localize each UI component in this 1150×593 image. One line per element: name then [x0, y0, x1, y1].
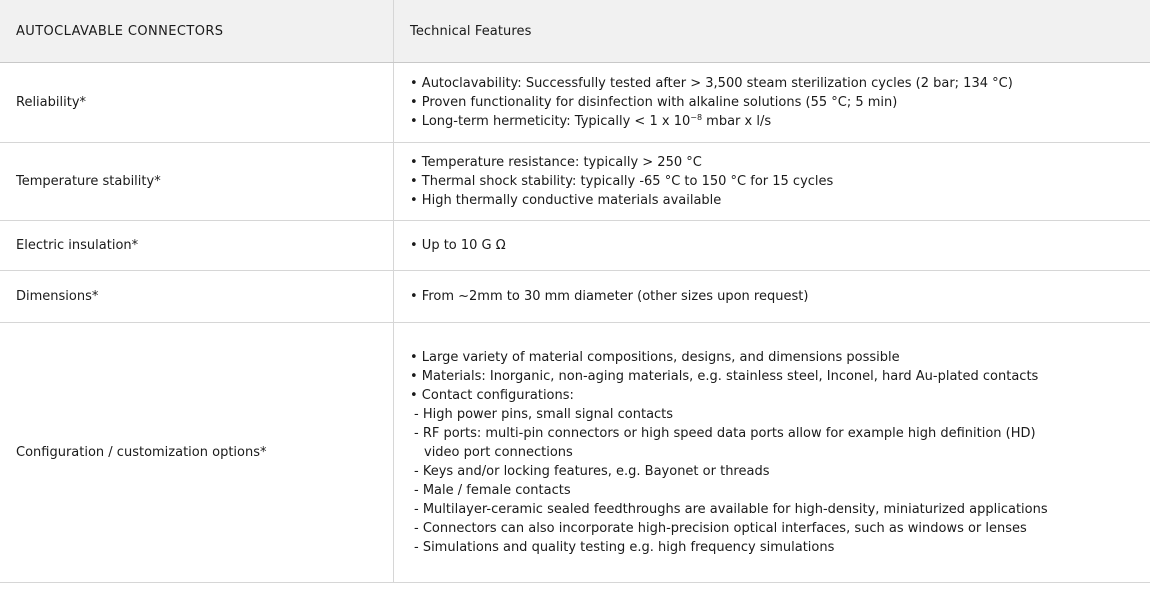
row-label: Electric insulation* — [0, 221, 394, 270]
feature-subline: - High power pins, small signal contacts — [414, 407, 674, 422]
feature-line: • Thermal shock stability: typically -65 °C to 150 °C for 15 cycles — [410, 174, 834, 189]
table-row-configuration — [0, 323, 1150, 583]
feature-subline: - Connectors can also incorporate high-precision optical interfaces, such as windows or lenses — [414, 521, 1027, 536]
table-row-dimensions — [0, 271, 1150, 323]
feature-subline: - Multilayer-ceramic sealed feedthroughs are available for high-density, miniaturized applications — [414, 502, 1048, 517]
feature-line: • Large variety of material compositions, designs, and dimensions possible — [410, 350, 900, 365]
row-features — [394, 63, 1150, 142]
row-label: Dimensions* — [0, 271, 394, 322]
table-row-reliability — [0, 63, 1150, 143]
feature-subline: - Simulations and quality testing e.g. high frequency simulations — [414, 540, 835, 555]
header-col1: AUTOCLAVABLE CONNECTORS — [0, 0, 394, 62]
row-features — [394, 323, 1150, 582]
row-features — [394, 143, 1150, 220]
row-label: Configuration / customization options* — [0, 323, 394, 582]
row-label: Temperature stability* — [0, 143, 394, 220]
feature-line: • Autoclavability: Successfully tested after > 3,500 steam sterilization cycles (2 bar; 134 °C) — [410, 76, 1013, 91]
row-label: Reliability* — [0, 63, 394, 142]
feature-line-hermeticity: • Long-term hermeticity: Typically < 1 x $10^{-8}$ mbar x l/s — [410, 113, 772, 129]
feature-subline: - Male / female contacts — [414, 483, 571, 498]
feature-line: • Up to 10 G Ω — [410, 238, 506, 253]
feature-line: • Temperature resistance: typically > 250 °C — [410, 155, 702, 170]
feature-line: • From ~2mm to 30 mm diameter (other sizes upon request) — [410, 289, 809, 304]
feature-line: • Proven functionality for disinfection with alkaline solutions (55 °C; 5 min) — [410, 95, 898, 110]
feature-subline: - RF ports: multi-pin connectors or high speed data ports allow for example high definition (HD) — [414, 426, 1036, 441]
feature-line: • Contact configurations: — [410, 388, 574, 403]
feature-line: • Materials: Inorganic, non-aging materials, e.g. stainless steel, Inconel, hard Au-plated contacts — [410, 369, 1039, 384]
table-row-temperature — [0, 143, 1150, 221]
table-row-insulation — [0, 221, 1150, 271]
feature-subline-continued: video port connections — [424, 445, 573, 460]
table-header — [0, 0, 1150, 63]
row-features — [394, 221, 1150, 270]
feature-subline: - Keys and/or locking features, e.g. Bayonet or threads — [414, 464, 770, 479]
header-col2: Technical Features — [410, 23, 532, 39]
row-features — [394, 271, 1150, 322]
feature-line: • High thermally conductive materials available — [410, 193, 722, 208]
